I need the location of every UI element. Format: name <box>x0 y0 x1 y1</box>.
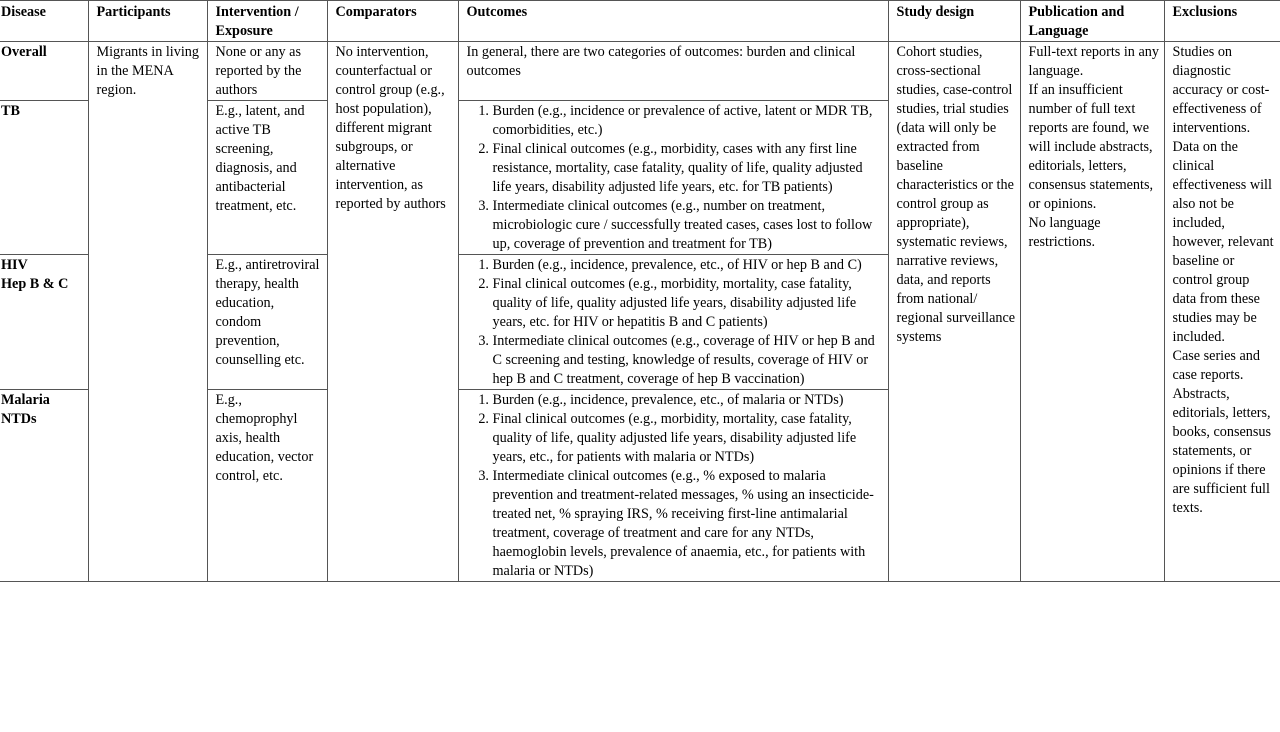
exclusions-cell <box>1164 42 1280 582</box>
exclusion-diagnostic: Studies on diagnostic accuracy or cost-effectiveness of interventions. <box>1172 44 1270 136</box>
header-intervention: Intervention / Exposure <box>207 1 327 42</box>
intervention-overall: None or any as reported by the authors <box>207 42 327 101</box>
outcomes-hiv-hep <box>458 255 888 390</box>
disease-tb: TB <box>0 101 88 255</box>
header-disease: Disease <box>0 1 88 42</box>
outcome-tb-intermediate: 3. Intermediate clinical outcomes (e.g., number on treatment, microbiologic cure / successfully treated cases, cases lost to follow up, coverage of prevention and treatment for TB) <box>493 197 884 254</box>
outcomes-overall: In general, there are two categories of outcomes: burden and clinical outcomes <box>458 42 888 101</box>
outcomes-malaria-list <box>467 391 884 581</box>
study-design-cell: Cohort studies, cross-sectional studies, case-control studies, trial studies (data will only be extracted from baseline characteristics or the control group as appropriate), systematic reviews, narrative reviews, data, and reports from national/ regional surveillance systems <box>888 42 1020 582</box>
outcome-malaria-final: 2. Final clinical outcomes (e.g., morbidity, mortality, case fatality, quality of life, quality adjusted life years, disability adjusted life years, etc., for patients with malaria or NTDs) <box>493 410 884 467</box>
disease-malaria-label: Malaria <box>1 392 50 408</box>
outcomes-tb-list <box>467 102 884 254</box>
exclusion-clinical-effectiveness: Data on the clinical effectiveness will also not be included, however, relevant baseline or control group data from these studies may be included. <box>1172 139 1274 345</box>
outcomes-malaria-ntds <box>458 390 888 582</box>
participants-cell: Migrants in living in the MENA region. <box>88 42 207 582</box>
header-comparators: Comparators <box>327 1 458 42</box>
publication-language-cell <box>1020 42 1164 582</box>
outcome-malaria-burden: 1. Burden (e.g., incidence, prevalence, etc., of malaria or NTDs) <box>493 391 884 410</box>
outcome-tb-burden: 1. Burden (e.g., incidence or prevalence of active, latent or MDR TB, comorbidities, etc.) <box>493 102 884 140</box>
header-participants: Participants <box>88 1 207 42</box>
header-row <box>0 1 1280 42</box>
publication-no-restrictions: No language restrictions. <box>1028 215 1101 250</box>
row-overall <box>0 42 1280 101</box>
intervention-hiv-hep: E.g., antiretroviral therapy, health education, condom prevention, counselling etc. <box>207 255 327 390</box>
disease-hiv-hep <box>0 255 88 390</box>
disease-malaria-ntds <box>0 390 88 582</box>
header-publication-language: Publication and Language <box>1020 1 1164 42</box>
header-study-design: Study design <box>888 1 1020 42</box>
comparators-cell: No intervention, counterfactual or control group (e.g., host population), different migrant subgroups, or alternative intervention, as reported by authors <box>327 42 458 582</box>
disease-ntds-label: NTDs <box>1 411 37 427</box>
disease-hiv-label: HIV <box>1 257 28 273</box>
header-exclusions: Exclusions <box>1164 1 1280 42</box>
exclusion-abstracts: Abstracts, editorials, letters, books, consensus statements, or opinions if there are sufficient full texts. <box>1172 386 1272 516</box>
outcome-hiv-final: 2. Final clinical outcomes (e.g., morbidity, mortality, case fatality, quality of life, quality adjusted life years, disability adjusted life years, etc. for HIV or hepatitis B and C patients) <box>493 275 884 332</box>
outcome-tb-final: 2. Final clinical outcomes (e.g., morbidity, cases with any first line resistance, mortality, case fatality, quality of life, quality adjusted life years, disability adjusted life years, etc. for TB patients) <box>493 140 884 197</box>
outcomes-tb <box>458 101 888 255</box>
exclusion-case-series: Case series and case reports. <box>1172 348 1260 383</box>
disease-overall: Overall <box>1 44 47 60</box>
publication-full-text: Full-text reports in any language. <box>1028 44 1159 79</box>
publication-insufficient: If an insufficient number of full text reports are found, we will include abstracts, editorials, letters, consensus statements, or opinions. <box>1028 82 1154 212</box>
intervention-tb: E.g., latent, and active TB screening, diagnosis, and antibacterial treatment, etc. <box>207 101 327 255</box>
outcomes-hiv-list <box>467 256 884 389</box>
header-outcomes: Outcomes <box>458 1 888 42</box>
outcome-malaria-intermediate: 3. Intermediate clinical outcomes (e.g., % exposed to malaria prevention and treatment-related messages, % using an insecticide-treated net, % spraying IRS, % receiving first-line antimalarial treatment, coverage of treatment and care for any NTDs, haemoglobin levels, prevalence of anaemia, etc., for patients with malaria or NTDs) <box>493 467 884 581</box>
intervention-malaria-ntds: E.g., chemoprophyl axis, health education, vector control, etc. <box>207 390 327 582</box>
outcome-hiv-intermediate: 3. Intermediate clinical outcomes (e.g., coverage of HIV or hep B and C screening and testing, knowledge of results, coverage of HIV or hep B and C treatment, coverage of hep B vaccination) <box>493 332 884 389</box>
disease-hep-label: Hep B & C <box>1 276 69 292</box>
outcome-hiv-burden: 1. Burden (e.g., incidence, prevalence, etc., of HIV or hep B and C) <box>493 256 884 275</box>
